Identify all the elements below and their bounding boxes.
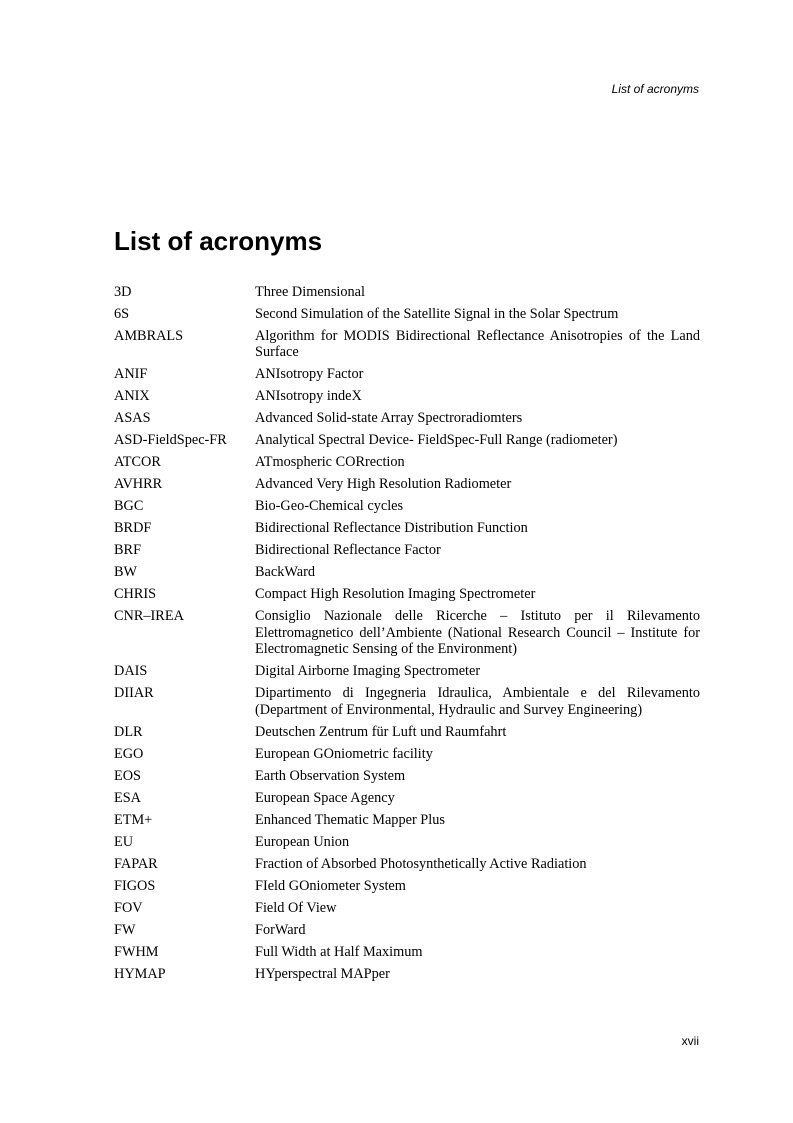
acronym-term: FWHM xyxy=(114,943,159,960)
acronym-term: ASAS xyxy=(114,410,151,426)
acronym-term: ESA xyxy=(114,789,142,806)
acronym-term: AVHRR xyxy=(114,476,163,492)
acronym-definition: ANIsotropy indeX xyxy=(255,388,362,404)
page-title: List of acronyms xyxy=(114,226,323,256)
page-number: xvii xyxy=(681,1034,699,1048)
acronym-definition: Full Width at Half Maximum xyxy=(255,943,423,960)
acronym-term: 6S xyxy=(114,305,130,322)
acronym-definition: Compact High Resolution Imaging Spectrometer xyxy=(255,586,536,602)
acronym-term: CNR–IREA xyxy=(114,608,184,624)
acronym-row xyxy=(114,585,700,607)
acronym-definition: Fraction of Absorbed Photosynthetically Active Radiation xyxy=(255,855,587,872)
acronym-term: HYMAP xyxy=(114,965,166,982)
acronym-row xyxy=(114,541,700,563)
acronym-definition: Second Simulation of the Satellite Signal in the Solar Spectrum xyxy=(255,305,619,322)
acronym-row xyxy=(114,684,700,723)
acronym-definition: Deutschen Zentrum für Luft und Raumfahrt xyxy=(255,723,507,740)
acronym-row xyxy=(114,326,700,365)
acronym-definition: European Space Agency xyxy=(255,789,395,806)
acronym-row xyxy=(114,920,700,942)
acronym-definition: Advanced Solid-state Array Spectroradiomters xyxy=(255,410,523,426)
acronym-definition: ATmospheric CORrection xyxy=(255,454,405,470)
acronym-row xyxy=(114,409,700,431)
acronym-definition: Three Dimensional xyxy=(255,283,365,300)
acronym-row xyxy=(114,431,700,453)
acronym-definition: European GOniometric facility xyxy=(255,745,433,762)
acronym-definition: Dipartimento di Ingegneria Idraulica, Ambientale e del Rilevamento (Department of Environmental, Hydraulic and Survey Engineering) xyxy=(255,685,700,718)
acronym-term: ETM+ xyxy=(114,811,153,828)
acronym-row xyxy=(114,810,700,832)
acronym-term: FW xyxy=(114,921,136,938)
acronym-definition: Digital Airborne Imaging Spectrometer xyxy=(255,663,481,679)
acronym-term: ANIF xyxy=(114,366,148,382)
acronym-row xyxy=(114,964,700,986)
acronym-term: ATCOR xyxy=(114,454,161,470)
acronym-term: FIGOS xyxy=(114,877,156,894)
acronym-row xyxy=(114,387,700,409)
running-header: List of acronyms xyxy=(611,82,699,96)
acronym-row xyxy=(114,854,700,876)
acronym-row xyxy=(114,722,700,744)
acronym-row xyxy=(114,766,700,788)
acronym-definition: Advanced Very High Resolution Radiometer xyxy=(255,476,512,492)
acronym-row xyxy=(114,662,700,684)
acronym-term: DIIAR xyxy=(114,685,154,701)
acronym-term: BRDF xyxy=(114,520,152,536)
acronym-row xyxy=(114,453,700,475)
acronym-row xyxy=(114,282,700,304)
acronym-term: DLR xyxy=(114,723,143,740)
acronym-definition: Consiglio Nazionale delle Ricerche – Istituto per il Rilevamento Elettromagnetico dell’Ambiente (National Research Council – Institute for Electromagnetic Sensing of the Environment) xyxy=(255,608,700,657)
acronym-definition: Field Of View xyxy=(255,899,337,916)
acronym-definition: Earth Observation System xyxy=(255,767,406,784)
acronym-definition: HYperspectral MAPper xyxy=(255,965,390,982)
acronym-row xyxy=(114,304,700,326)
acronym-term: 3D xyxy=(114,283,132,300)
acronym-term: AMBRALS xyxy=(114,327,184,344)
acronym-row xyxy=(114,563,700,585)
acronym-definition: Analytical Spectral Device- FieldSpec-Full Range (radiometer) xyxy=(255,432,618,448)
acronym-row xyxy=(114,607,700,662)
acronym-term: BGC xyxy=(114,498,144,514)
acronym-term: DAIS xyxy=(114,663,148,679)
acronym-row xyxy=(114,898,700,920)
acronym-term: ASD-FieldSpec-FR xyxy=(114,432,227,448)
acronym-definition: ForWard xyxy=(255,921,306,938)
acronym-row xyxy=(114,475,700,497)
acronym-row xyxy=(114,497,700,519)
acronym-term: ANIX xyxy=(114,388,150,404)
acronym-row xyxy=(114,744,700,766)
acronym-definition: Bidirectional Reflectance Distribution Function xyxy=(255,520,528,536)
acronym-term: EU xyxy=(114,833,134,850)
acronym-term: BRF xyxy=(114,542,142,558)
acronym-row xyxy=(114,519,700,541)
acronym-definition: BackWard xyxy=(255,564,315,580)
acronym-list xyxy=(114,282,700,986)
acronym-definition: Enhanced Thematic Mapper Plus xyxy=(255,811,445,828)
acronym-term: CHRIS xyxy=(114,586,157,602)
acronym-row xyxy=(114,942,700,964)
acronym-row xyxy=(114,876,700,898)
acronym-row xyxy=(114,788,700,810)
acronym-row xyxy=(114,365,700,387)
acronym-definition: FIeld GOniometer System xyxy=(255,877,406,894)
acronym-term: FAPAR xyxy=(114,855,158,872)
acronym-term: FOV xyxy=(114,899,143,916)
acronym-definition: European Union xyxy=(255,833,350,850)
acronym-row xyxy=(114,832,700,854)
acronym-definition: ANIsotropy Factor xyxy=(255,366,364,382)
acronym-term: BW xyxy=(114,564,138,580)
acronym-definition: Bidirectional Reflectance Factor xyxy=(255,542,441,558)
acronym-term: EOS xyxy=(114,767,142,784)
acronym-definition: Algorithm for MODIS Bidirectional Reflectance Anisotropies of the Land Surface xyxy=(255,327,700,360)
acronym-definition: Bio-Geo-Chemical cycles xyxy=(255,498,404,514)
acronym-term: EGO xyxy=(114,745,144,762)
